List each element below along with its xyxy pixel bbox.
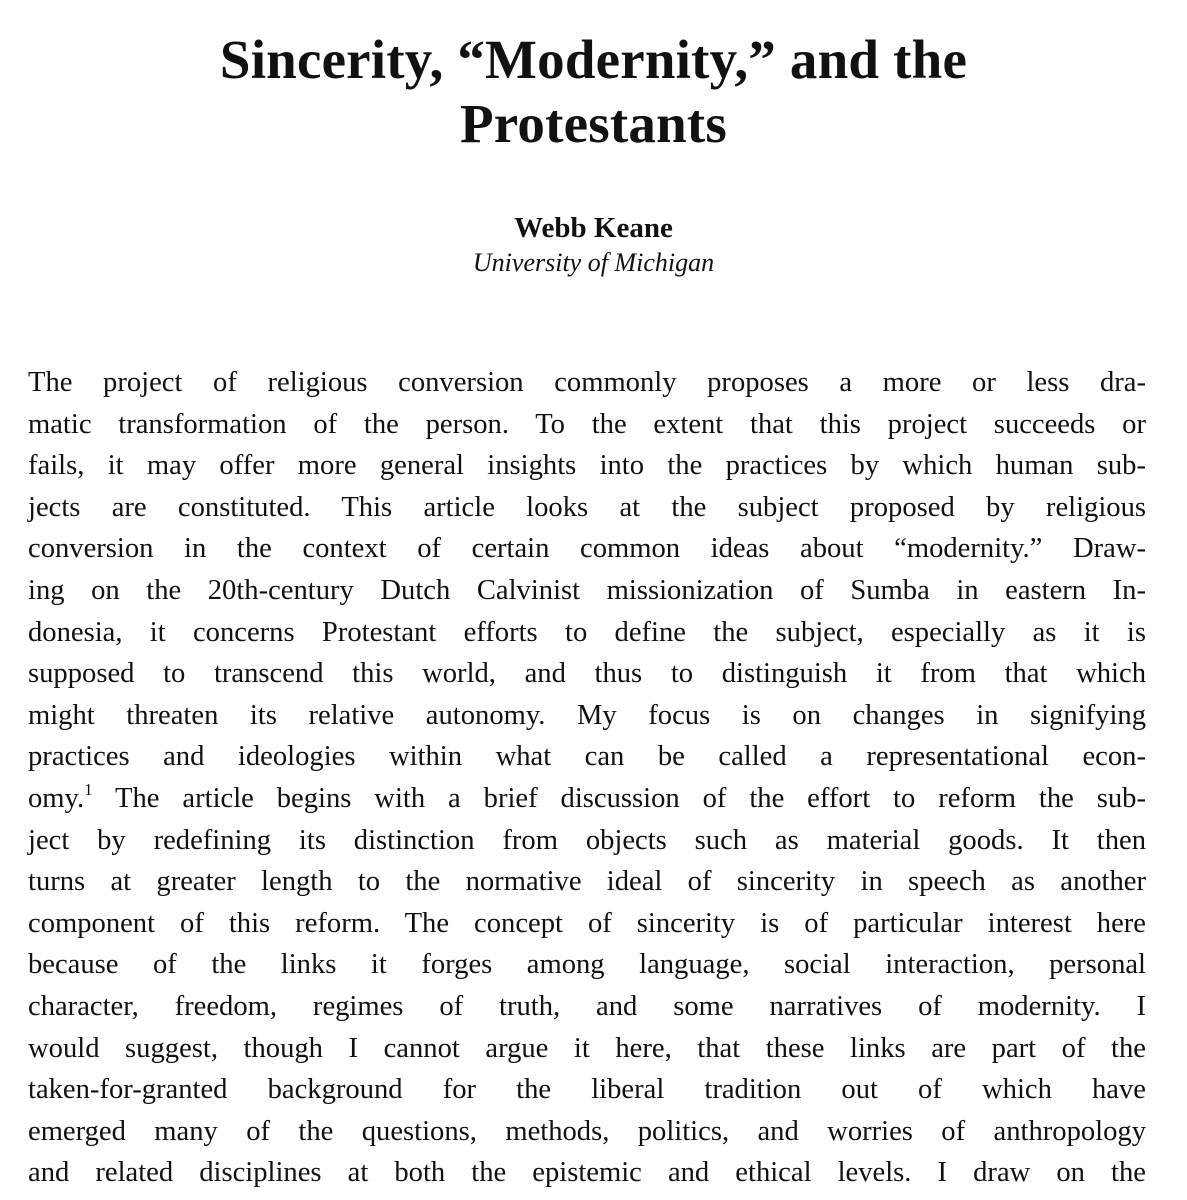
abstract-line: jects are constituted. This article looks at the subject proposed by religious bbox=[28, 491, 1146, 523]
article-title-line-2: Protestants bbox=[460, 93, 727, 154]
abstract-line: matic transformation of the person. To the extent that this project succeeds or bbox=[28, 408, 1146, 440]
abstract-line-start: omy. bbox=[28, 782, 85, 814]
article-title bbox=[0, 28, 1187, 156]
abstract-line: might threaten its relative autonomy. My focus is on changes in signifying bbox=[28, 699, 1146, 731]
article-title-line-1: Sincerity, “Modernity,” and the bbox=[219, 29, 968, 90]
abstract-line: conversion in the context of certain common ideas about “modernity.” Draw- bbox=[28, 533, 1146, 565]
abstract-line-rest: The article begins with a brief discussion of the effort to reform the sub- bbox=[115, 782, 1146, 814]
abstract-line: because of the links it forges among language, social interaction, personal bbox=[28, 949, 1146, 981]
abstract-line-with-footnote bbox=[28, 778, 1146, 820]
abstract-line: ject by redefining its distinction from objects such as material goods. It then bbox=[28, 824, 1146, 856]
abstract-line: donesia, it concerns Protestant efforts to define the subject, especially as it is bbox=[28, 616, 1146, 648]
abstract-line: character, freedom, regimes of truth, and some narratives of modernity. I bbox=[28, 990, 1146, 1022]
abstract-line: would suggest, though I cannot argue it here, that these links are part of the bbox=[28, 1032, 1146, 1064]
abstract-line: The project of religious conversion commonly proposes a more or less dra- bbox=[28, 367, 1146, 398]
author-affiliation: University of Michigan bbox=[472, 248, 715, 277]
abstract-line: emerged many of the questions, methods, politics, and worries of anthropology bbox=[28, 1115, 1146, 1147]
abstract-line: ing on the 20th-century Dutch Calvinist missionization of Sumba in eastern In- bbox=[28, 574, 1146, 606]
footnote-marker[interactable]: 1 bbox=[84, 779, 93, 799]
abstract-line: taken-for-granted background for the liberal tradition out of which have bbox=[28, 1074, 1146, 1106]
abstract-line: and related disciplines at both the epistemic and ethical levels. I draw on the bbox=[28, 1157, 1146, 1189]
abstract-line: component of this reform. The concept of sincerity is of particular interest here bbox=[28, 907, 1146, 939]
abstract-line: supposed to transcend this world, and thus to distinguish it from that which bbox=[28, 658, 1146, 690]
author-name: Webb Keane bbox=[514, 212, 673, 244]
abstract-line: practices and ideologies within what can be called a representational econ- bbox=[28, 741, 1146, 773]
abstract-line: fails, it may offer more general insights into the practices by which human sub- bbox=[28, 450, 1146, 482]
abstract-text bbox=[28, 362, 1146, 1194]
abstract-line: turns at greater length to the normative ideal of sincerity in speech as another bbox=[28, 866, 1146, 898]
